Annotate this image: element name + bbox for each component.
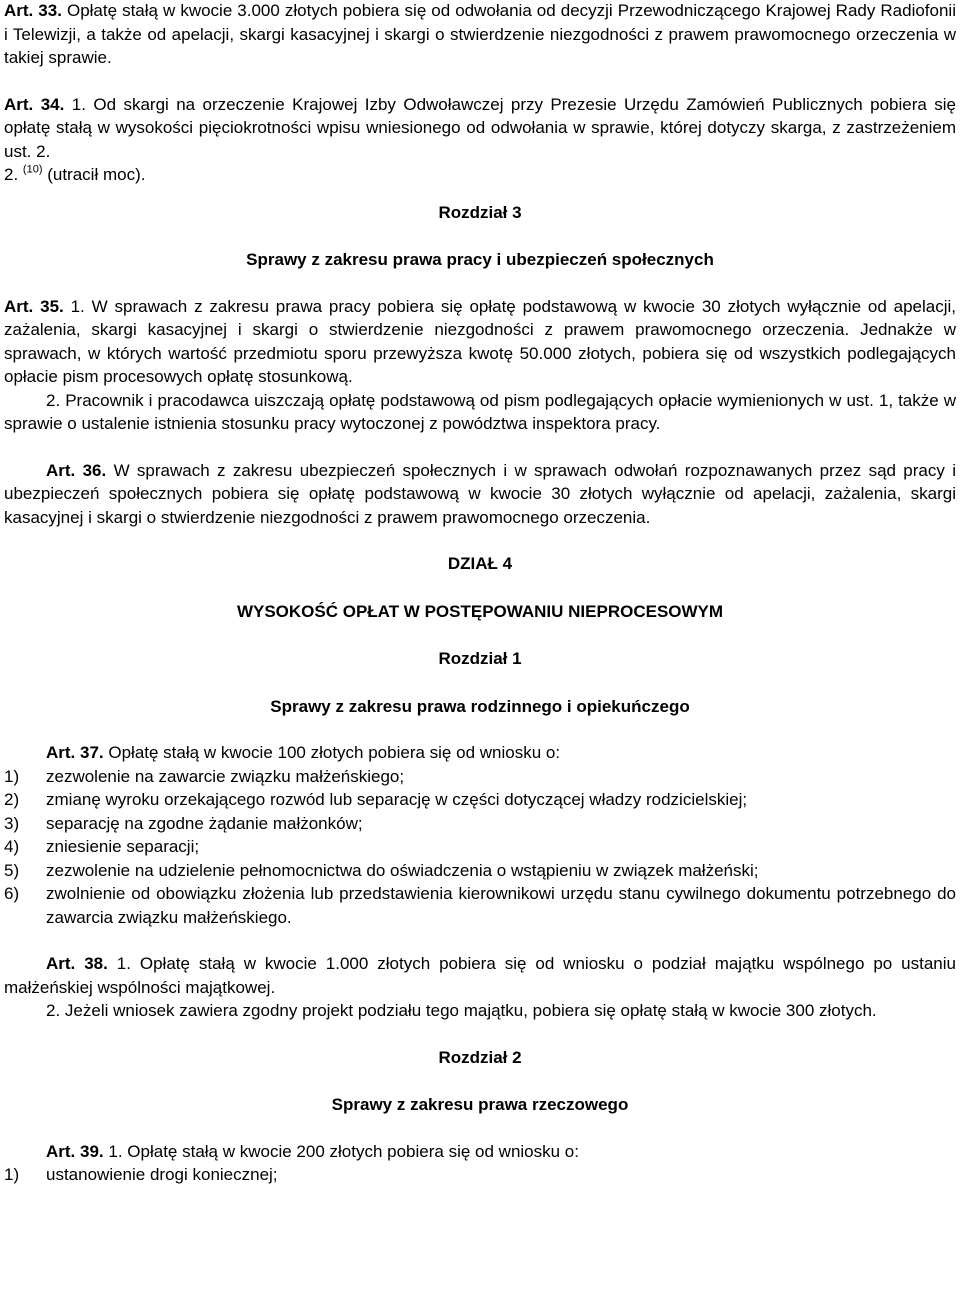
- article-38-p2-num: 2.: [46, 1001, 61, 1020]
- list-item: [4, 765, 956, 789]
- chapter-3-title: Rozdział 3: [438, 202, 522, 222]
- chapter-2-subtitle: Sprawy z zakresu prawa rzeczowego: [331, 1095, 629, 1114]
- article-35-p1-num: 1.: [70, 296, 85, 316]
- chapter-2-title: Rozdział 2: [438, 1047, 522, 1067]
- article-34-label: Art. 34.: [4, 94, 65, 114]
- list-item-text: zwolnienie od obowiązku złożenia lub przedstawienia kierownikowi urzędu stanu cywilnego dokumentu potrzebnego do zawarcia związku małżeńskiego.: [46, 884, 956, 927]
- footnote-ref-10: (10): [22, 163, 43, 176]
- list-item: [4, 835, 956, 859]
- article-38-p2-text: Jeżeli wniosek zawiera zgodny projekt podziału tego majątku, pobiera się opłatę stałą w kwocie 300 złotych.: [64, 1001, 877, 1020]
- article-34-p2: [4, 163, 956, 187]
- article-36-label: Art. 36.: [46, 460, 107, 480]
- list-item-text: ustanowienie drogi koniecznej;: [46, 1165, 278, 1184]
- article-38-p1-text: Opłatę stałą w kwocie 1.000 złotych pobiera się od wniosku o podział majątku wspólnego po ustaniu małżeńskiej wspólności majątkowej.: [4, 954, 956, 997]
- article-37-label: Art. 37.: [46, 743, 104, 762]
- list-item-num: 3): [4, 813, 20, 833]
- article-38-label: Art. 38.: [46, 954, 108, 973]
- article-36-text: W sprawach z zakresu ubezpieczeń społecznych i w sprawach odwołań rozpoznawanych przez sąd pracy i ubezpieczeń społecznych pobiera się opłatę podstawową w kwocie 30 złotych wyłącznie od apelacji, zażalenia, skargi kasacyjnej i skargi o stwierdzenie niezgodności z prawem prawomocnego orzeczenia.: [4, 460, 956, 527]
- list-item-num: 6): [4, 884, 20, 903]
- list-item: [4, 1163, 956, 1187]
- article-34-p2-text: (utracił moc).: [47, 165, 146, 184]
- article-39-p1-text: Opłatę stałą w kwocie 200 złotych pobiera się od wniosku o:: [127, 1141, 579, 1161]
- article-35-p2: [4, 389, 956, 436]
- article-34-p1: [4, 93, 956, 164]
- list-item: [4, 859, 956, 883]
- list-item: [4, 882, 956, 929]
- article-34-p1-text: Od skargi na orzeczenie Krajowej Izby Odwoławczej przy Prezesie Urzędu Zamówień Publicznych pobiera się opłatę stałą w wysokości pięciokrotności wpisu wniesionego od odwołania w sprawie, której dotyczy skarga, z zastrzeżeniem ust. 2.: [4, 94, 956, 161]
- article-39-label: Art. 39.: [46, 1141, 104, 1161]
- article-36: [4, 459, 956, 530]
- list-item-text: zezwolenie na zawarcie związku małżeńskiego;: [46, 766, 405, 786]
- article-37-list: [4, 765, 956, 930]
- article-35-label: Art. 35.: [4, 296, 64, 316]
- article-38-p1: [4, 952, 956, 999]
- article-37-intro: [4, 741, 956, 765]
- article-35-p2-text: Pracownik i pracodawca uiszczają opłatę podstawową od pism podlegających opłacie wymienionych w ust. 1, także w sprawie o ustalenie istnienia stosunku pracy wytoczonej z powództwa inspektora pracy.: [4, 390, 956, 433]
- article-39-list: [4, 1163, 956, 1187]
- list-item-num: 1): [4, 1165, 20, 1184]
- article-37-text: Opłatę stałą w kwocie 100 złotych pobiera się od wniosku o:: [108, 743, 561, 762]
- article-38-p1-num: 1.: [116, 954, 131, 973]
- article-33-label: Art. 33.: [4, 1, 62, 20]
- article-35-p1-text: W sprawach z zakresu prawa pracy pobiera się opłatę podstawową w kwocie 30 złotych wyłącznie od apelacji, zażalenia, skargi kasacyjnej i skargi o stwierdzenie niezgodności z prawem prawomocnego orzeczenia. Jednakże w sprawach, w których wartość przedmiotu sporu przewyższa kwotę 50.000 złotych, pobiera się od wszystkich podlegających opłacie pism procesowych opłatę stosunkową.: [4, 296, 956, 386]
- list-item-num: 4): [4, 837, 20, 856]
- article-34-p1-num: 1.: [71, 94, 86, 114]
- list-item-text: zmianę wyroku orzekającego rozwód lub separację w części dotyczącej władzy rodzicielskiej;: [46, 790, 748, 809]
- list-item: [4, 788, 956, 812]
- list-item-num: 1): [4, 766, 20, 786]
- article-34-p2-num: 2.: [4, 165, 19, 184]
- division-4-title: DZIAŁ 4: [447, 554, 513, 573]
- division-4-subtitle: WYSOKOŚĆ OPŁAT W POSTĘPOWANIU NIEPROCESOWYM: [236, 601, 724, 621]
- chapter-1-subtitle: Sprawy z zakresu prawa rodzinnego i opiekuńczego: [270, 696, 690, 716]
- article-33: [4, 0, 956, 70]
- chapter-1-title: Rozdział 1: [438, 649, 522, 668]
- article-35-p1: [4, 295, 956, 389]
- article-39-p1-num: 1.: [108, 1141, 123, 1161]
- article-39-p1: [4, 1140, 956, 1164]
- article-38-p2: [4, 999, 956, 1023]
- list-item-num: 5): [4, 860, 20, 880]
- list-item: [4, 812, 956, 836]
- chapter-3-subtitle: Sprawy z zakresu prawa pracy i ubezpieczeń społecznych: [246, 250, 714, 269]
- list-item-text: separację na zgodne żądanie małżonków;: [46, 813, 363, 833]
- article-33-text: Opłatę stałą w kwocie 3.000 złotych pobiera się od odwołania od decyzji Przewodniczącego Krajowej Rady Radiofonii i Telewizji, a także od apelacji, skargi kasacyjnej i skargi o stwierdzenie niezgodności z prawem prawomocnego orzeczenia w takiej sprawie.: [4, 1, 956, 67]
- list-item-num: 2): [4, 790, 20, 809]
- list-item-text: zniesienie separacji;: [46, 837, 200, 856]
- list-item-text: zezwolenie na udzielenie pełnomocnictwa do oświadczenia o wstąpieniu w związek małżeński;: [46, 860, 759, 880]
- article-35-p2-num: 2.: [46, 390, 61, 410]
